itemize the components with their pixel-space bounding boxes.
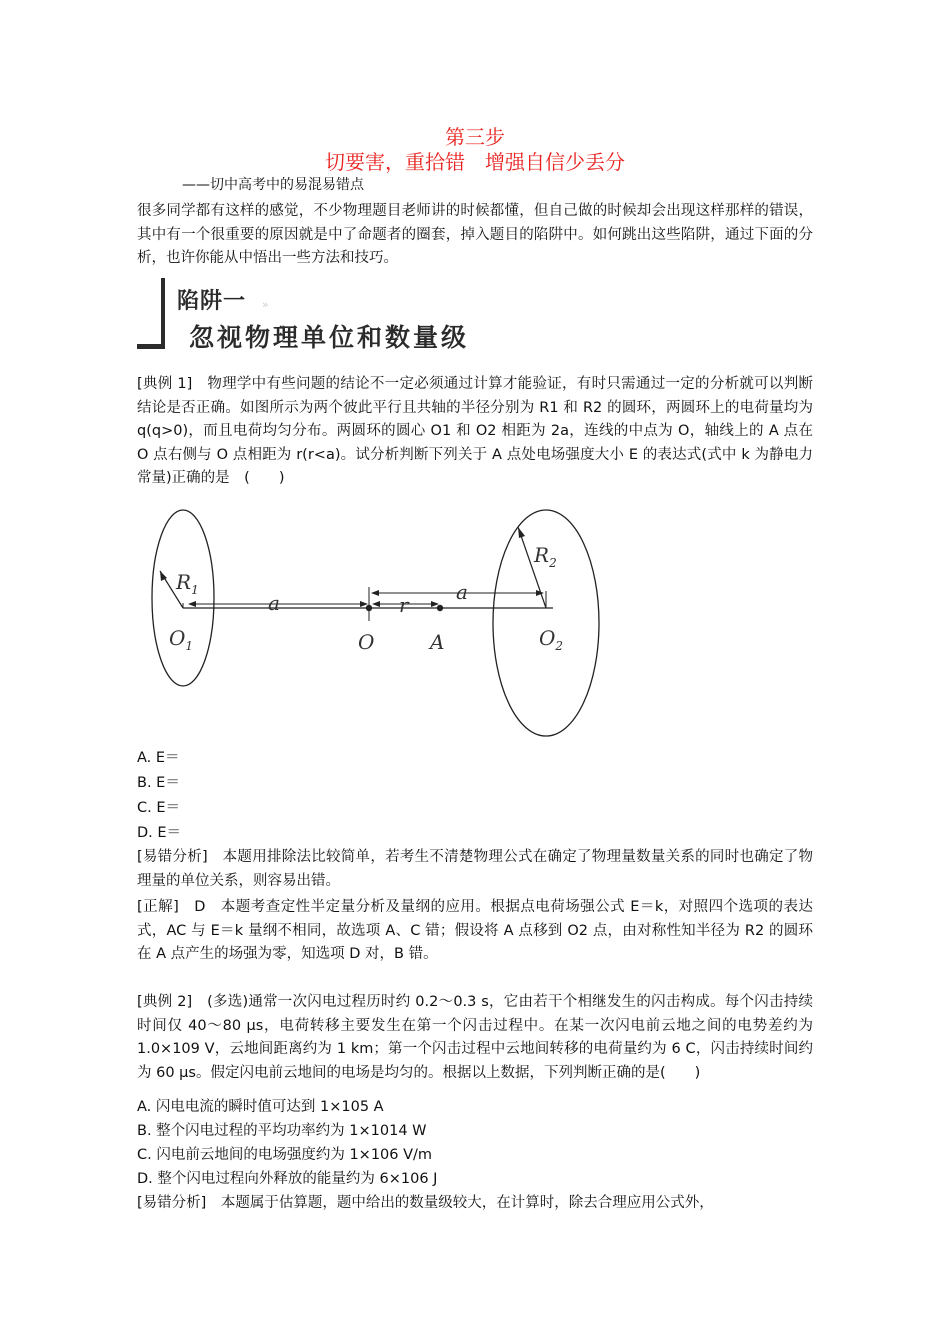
example2-option-a: A. 闪电电流的瞬时值可达到 1×105 A — [137, 1099, 384, 1115]
section-banner — [137, 278, 537, 352]
example2-option-b: B. 整个闪电过程的平均功率约为 1×1014 W — [137, 1123, 427, 1139]
label-r1: $R_1$ — [176, 570, 199, 597]
label-r: r — [399, 593, 409, 617]
example1-option-c: C. E＝ — [137, 800, 181, 816]
example1-option-b: B. E＝ — [137, 775, 180, 791]
example2-option-d: D. 整个闪电过程向外释放的能量约为 6×106 J — [137, 1171, 438, 1187]
example2-error-analysis: [易错分析] 本题属于估算题，题中给出的数量级较大，在计算时，除去合理应用公式外， — [137, 1195, 714, 1211]
banner-bracket-vertical — [161, 278, 165, 348]
page-subtitle: ——切中高考中的易混易错点 — [182, 177, 364, 193]
label-r2: $R_2$ — [534, 543, 557, 570]
example1-option-d: D. E＝ — [137, 825, 182, 841]
label-o2: $O_2$ — [539, 626, 564, 653]
ring-o1 — [152, 510, 214, 686]
label-a-left: a — [268, 591, 280, 615]
step-heading: 第三步 — [445, 125, 505, 149]
intro-paragraph: 很多同学都有这样的感觉，不少物理题目老师讲的时候都懂，但自己做的时候却会出现这样那样的错误，其中有一个很重要的原因就是中了命题者的圈套，掉入题目的陷阱中。如何跳出这些陷阱，通过下面的分析，也许你能从中悟出一些方法和技巧。 — [137, 203, 813, 266]
dim-r-arrow-start — [372, 601, 380, 607]
example1-question: [典例 1] 物理学中有些问题的结论不一定必须通过计算才能验证，有时只需通过一定的分析就可以判断结论是否正确。如图所示为两个彼此平行且共轴的半径分别为 R1 和 R2 的圆环，两圆环上的电荷量均为 q(q>0)，而且电荷均匀分布。两圆环的圆心 O1 和 O2 相距为 2a，连线的中点为 O，轴线上的 A 点在 O 点右侧与 O 点相距为 r(r<a)。试分析判断下列关于 A 点处电场强度大小 E 的表达式(式中 k 为静电力常量)正确的是 ( ) — [137, 376, 813, 486]
example1-solution: [正解] D 本题考查定性半定量分析及量纲的应用。根据点电荷场强公式 E＝k，对照四个选项的表达式，AC 与 E＝k 量纲不相同，故选项 A、C 错；假设将 A 点移到 O2 点，由对称性知半径为 R2 的圆环在 A 点产生的场强为零，知选项 D 对，B 错。 — [137, 899, 813, 962]
label-a: A — [430, 630, 445, 654]
example1-error-analysis: [易错分析] 本题用排除法比较简单，若考生不清楚物理公式在确定了物理量数量关系的同时也确定了物理量的单位关系，则容易出错。 — [137, 849, 813, 889]
example2-question: [典例 2] (多选)通常一次闪电过程历时约 0.2～0.3 s，它由若干个相继发生的闪击构成。每个闪击持续时间仅 40～80 μs，电荷转移主要发生在第一个闪击过程中。在某一次闪电前云地之间的电势差约为 1.0×109 V，云地间距离约为 1 km；第一个闪击过程中云地间转移的电荷量约为 6 C，闪击持续时间约为 60 μs。假定闪电前云地间的电场是均匀的。根据以上数据，下列判断正确的是( ) — [137, 994, 813, 1081]
banner-title: 忽视物理单位和数量级 — [189, 323, 470, 352]
banner-label: 陷阱一 — [177, 289, 247, 314]
page-title: 切要害，重拾错 增强自信少丢分 — [325, 150, 625, 174]
label-o: O — [358, 630, 375, 654]
example2-option-c: C. 闪电前云地间的电场强度约为 1×106 V/m — [137, 1147, 433, 1163]
label-a-right: a — [456, 580, 468, 604]
label-o1: $O_1$ — [169, 626, 194, 653]
radius-r2-arrowhead — [518, 527, 525, 538]
radius-r2-line — [518, 527, 546, 608]
dim-a-right-arrow-start — [371, 590, 379, 596]
ring-diagram — [140, 505, 610, 741]
example1-option-a: A. E＝ — [137, 750, 180, 766]
double-chevron-icon: » — [262, 298, 269, 311]
point-a — [437, 605, 443, 611]
point-o — [366, 605, 372, 611]
banner-bracket-horizontal — [137, 344, 165, 349]
dim-a-left-arrow-start — [188, 601, 196, 607]
